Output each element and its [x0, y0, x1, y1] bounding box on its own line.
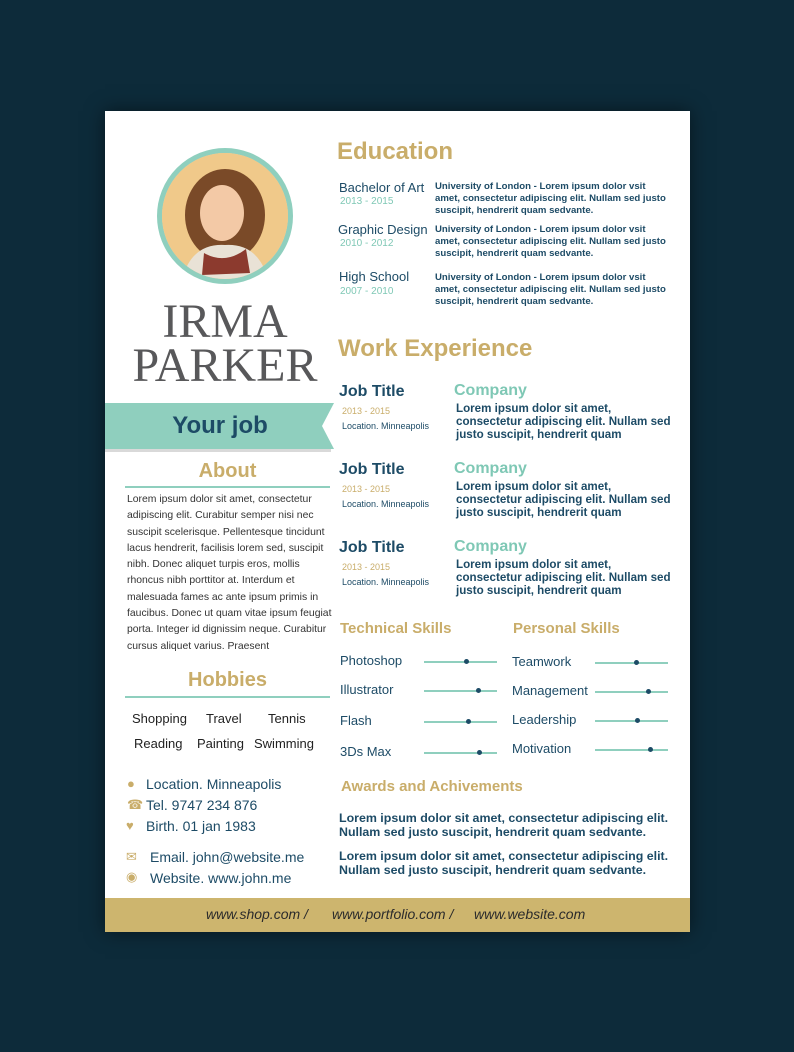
skill-level-marker — [464, 659, 469, 664]
hobby-item: Reading — [134, 736, 183, 751]
job-item-company: Company — [454, 460, 527, 477]
education-years: 2010 - 2012 — [340, 238, 394, 249]
contact-phone: Tel. 9747 234 876 — [146, 797, 258, 813]
skill-name: Management — [512, 683, 588, 698]
job-item-location: Location. Minneapolis — [342, 421, 430, 431]
education-years: 2007 - 2010 — [340, 286, 394, 297]
job-item-desc: Lorem ipsum dolor sit amet, consectetur adipiscing elit. Nullam sed justo suscipit, hendrerit quam — [456, 480, 671, 519]
skill-level-marker — [466, 719, 471, 724]
contact-email[interactable]: Email. john@website.me — [150, 849, 305, 865]
technical-skills-heading: Technical Skills — [340, 620, 452, 637]
education-desc: University of London - Lorem ipsum dolor vsit amet, consectetur adipiscing elit. Nullam sed justo suscipit, hendrerit quam sedvante. — [435, 272, 666, 307]
skill-bar — [424, 690, 497, 692]
footer-bar — [105, 898, 690, 932]
skill-bar — [424, 721, 497, 723]
hobbies-heading: Hobbies — [188, 669, 267, 691]
about-heading: About — [198, 460, 257, 482]
education-desc: University of London - Lorem ipsum dolor vsit amet, consectetur adipiscing elit. Nullam sed justo suscipit, hendrerit quam sedvante. — [435, 224, 666, 259]
job-item-years: 2013 - 2015 — [342, 562, 391, 572]
footer-link-shop[interactable]: www.shop.com / — [206, 906, 308, 922]
skill-bar — [595, 691, 668, 693]
hobby-item: Tennis — [268, 711, 306, 726]
job-item-years: 2013 - 2015 — [342, 484, 391, 494]
skill-bar — [595, 662, 668, 664]
work-experience-heading: Work Experience — [338, 335, 533, 362]
job-item-desc: Lorem ipsum dolor sit amet, consectetur adipiscing elit. Nullam sed justo suscipit, hendrerit quam — [456, 558, 671, 597]
skill-bar — [595, 720, 668, 722]
skill-name: Photoshop — [340, 653, 403, 668]
job-item-title: Job Title — [339, 539, 405, 556]
profile-photo — [157, 148, 293, 284]
education-heading: Education — [337, 138, 454, 165]
education-degree: High School — [339, 269, 410, 284]
about-text: Lorem ipsum dolor sit amet, consectetur adipiscing elit. Curabitur semper nisi nec suscipit scelerisque. Pellentesque tincidunt lacus hendrerit, facilisis lorem sed, suscipit nibh. Donec aliquet turpis eros, mollis rhoncus nibh porttitor at. Interdum et malesuada fames ac ante ipsum primis in faucibus. Donec ut quam vitae ipsum feugiat porta. Integer id dignissim neque. Curabitur cursus aliquet varius. Praesent — [127, 494, 332, 652]
education-degree: Bachelor of Art — [339, 180, 425, 195]
skill-name: 3Ds Max — [340, 744, 392, 759]
footer-link-portfolio[interactable]: www.portfolio.com / — [332, 906, 454, 922]
job-item-title: Job Title — [339, 383, 405, 400]
hobby-item: Shopping — [132, 711, 187, 726]
about-divider — [125, 486, 330, 488]
award-item: Lorem ipsum dolor sit amet, consectetur adipiscing elit. Nullam sed justo suscipit, hendrerit quam sedvante. — [339, 849, 669, 877]
personal-skills-heading: Personal Skills — [513, 620, 620, 637]
job-item-desc: Lorem ipsum dolor sit amet, consectetur adipiscing elit. Nullam sed justo suscipit, hendrerit quam — [456, 402, 671, 441]
education-desc: University of London - Lorem ipsum dolor vsit amet, consectetur adipiscing elit. Nullam sed justo suscipit, hendrerit quam sedvante. — [435, 181, 666, 216]
skill-name: Teamwork — [512, 654, 572, 669]
name-last: PARKER — [132, 339, 318, 392]
hobby-item: Travel — [206, 711, 242, 726]
skill-name: Leadership — [512, 712, 577, 727]
heart-icon: ♥ — [126, 818, 134, 833]
skill-name: Flash — [340, 713, 372, 728]
job-item-company: Company — [454, 382, 527, 399]
job-item-location: Location. Minneapolis — [342, 499, 430, 509]
award-item: Lorem ipsum dolor sit amet, consectetur adipiscing elit. Nullam sed justo suscipit, hendrerit quam sedvante. — [339, 811, 669, 839]
job-item-location: Location. Minneapolis — [342, 577, 430, 587]
hobby-item: Painting — [197, 736, 244, 751]
footer-link-website[interactable]: www.website.com — [474, 906, 586, 922]
skill-bar — [595, 749, 668, 751]
skill-bar — [424, 661, 497, 663]
contact-website[interactable]: Website. www.john.me — [150, 870, 292, 886]
resume-page — [105, 111, 690, 932]
skill-level-marker — [634, 660, 639, 665]
job-item-company: Company — [454, 538, 527, 555]
location-pin-icon: ● — [127, 776, 135, 791]
skill-level-marker — [635, 718, 640, 723]
education-years: 2013 - 2015 — [340, 196, 394, 207]
skill-level-marker — [476, 688, 481, 693]
contact-birth: Birth. 01 jan 1983 — [146, 818, 256, 834]
email-icon: ✉ — [126, 849, 137, 864]
contact-location: Location. Minneapolis — [146, 776, 282, 792]
name-first: IRMA — [162, 295, 288, 348]
skill-level-marker — [477, 750, 482, 755]
awards-heading: Awards and Achivements — [341, 778, 523, 795]
skill-level-marker — [646, 689, 651, 694]
job-item-title: Job Title — [339, 461, 405, 478]
skill-name: Motivation — [512, 741, 572, 756]
job-item-years: 2013 - 2015 — [342, 406, 391, 416]
ribbon-shadow — [105, 449, 331, 452]
phone-icon: ☎ — [127, 797, 144, 812]
job-title: Your job — [172, 412, 268, 439]
education-degree: Graphic Design — [338, 222, 428, 237]
skill-level-marker — [648, 747, 653, 752]
skill-bar — [424, 752, 497, 754]
hobby-item: Swimming — [254, 736, 314, 751]
skill-name: Illustrator — [340, 682, 394, 697]
globe-icon: ◉ — [126, 869, 138, 884]
hobbies-divider — [125, 696, 330, 698]
